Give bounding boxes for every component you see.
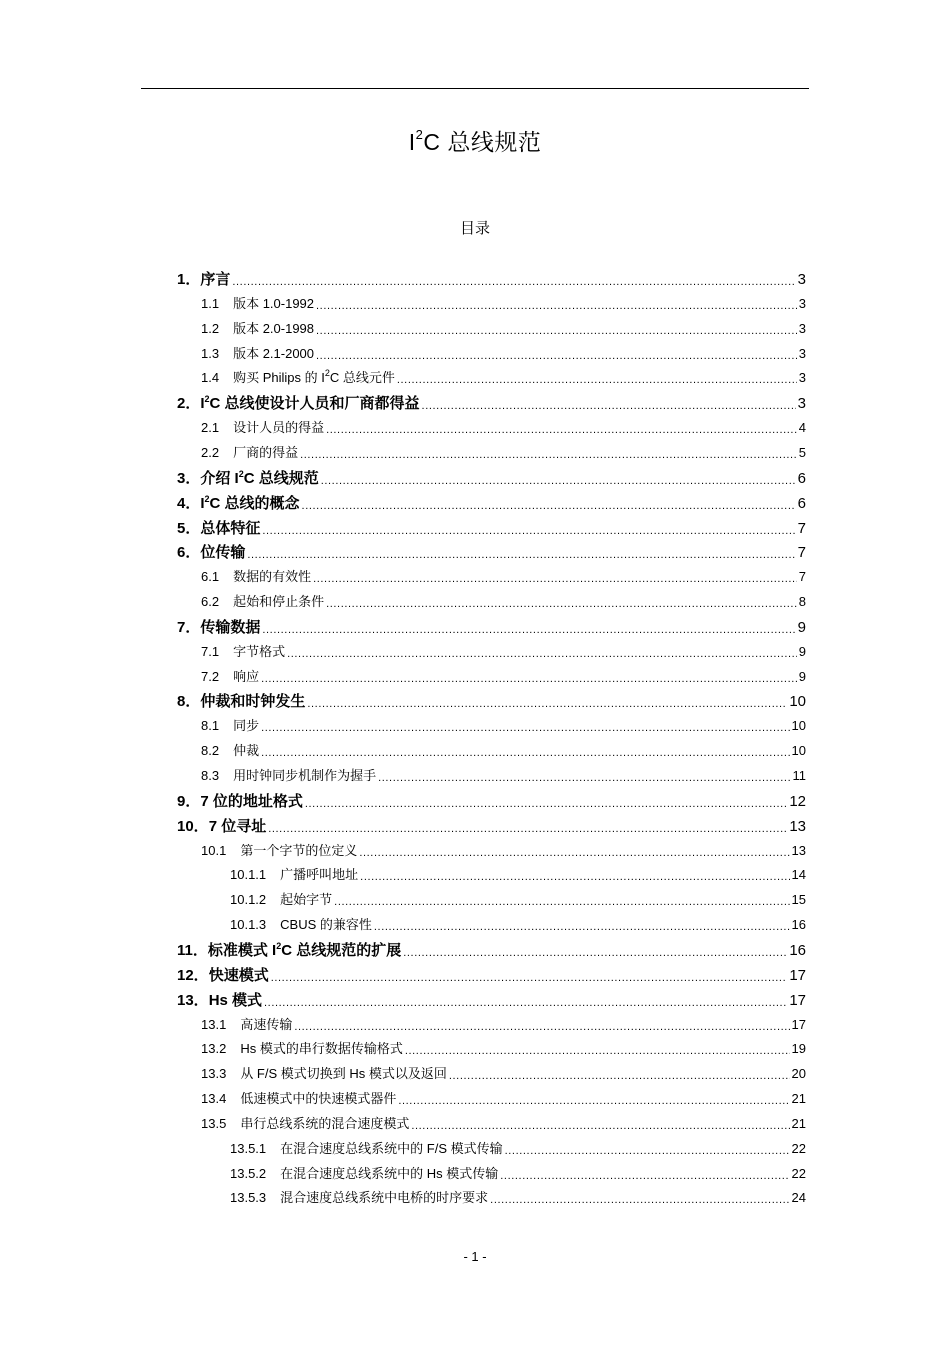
toc-entry-title: 高速传输 [240, 1016, 293, 1032]
toc-entry[interactable] [201, 318, 806, 337]
toc-entry[interactable] [201, 1113, 806, 1132]
toc-entry-title: CBUS 的兼容性 [280, 917, 372, 933]
toc-leader-dots [449, 1070, 790, 1081]
toc-entry-number: 13． [177, 991, 209, 1009]
toc-entry-page: 24 [791, 1190, 806, 1206]
toc-entry-number: 10.1 [201, 842, 227, 858]
toc-entry-page: 17 [789, 991, 806, 1009]
toc-entry-page: 10 [791, 743, 806, 759]
toc-leader-dots [316, 300, 797, 311]
toc-entry[interactable] [201, 1088, 806, 1107]
toc-leader-dots [264, 997, 787, 1008]
toc-entry-number: 13.3 [201, 1066, 227, 1082]
toc-entry-number: 5． [177, 519, 201, 537]
toc-leader-dots [326, 598, 797, 609]
toc-entry[interactable] [230, 1163, 806, 1182]
toc-entry-page: 21 [791, 1091, 806, 1107]
toc-leader-dots [321, 475, 796, 486]
toc-entry-page: 16 [791, 917, 806, 933]
toc-leader-dots [300, 449, 797, 460]
toc-entry-title: 仲裁和时钟发生 [200, 693, 306, 711]
toc-entry-page: 10 [789, 693, 806, 711]
toc-entry-page: 20 [791, 1066, 806, 1082]
toc-entry-number: 2.1 [201, 420, 220, 436]
toc-leader-dots [261, 747, 789, 758]
toc-leader-dots [378, 772, 790, 783]
toc-entry[interactable] [201, 715, 806, 734]
toc-entry-title: 混合速度总线系统中电桥的时序要求 [280, 1190, 489, 1206]
toc-entry-title: 序言 [200, 271, 231, 288]
toc-entry-page: 13 [791, 842, 806, 858]
toc-entry-title: 串行总线系统的混合速度模式 [240, 1115, 410, 1131]
toc-leader-dots [262, 624, 795, 635]
toc-entry-number: 10.1.3 [230, 917, 267, 933]
toc-entry[interactable] [201, 343, 806, 362]
toc-entry-number: 4． [177, 494, 201, 512]
toc-entry-title: 数据的有效性 [233, 569, 312, 585]
toc-entry-title: 第一个字节的位定义 [240, 842, 358, 858]
toc-entry[interactable] [177, 517, 806, 538]
toc-entry-title: $I^2C$ 总线使设计人员和厂商都得益 [200, 394, 420, 413]
toc-entry-title: 厂商的得益 [233, 444, 299, 460]
toc-entry-number: 13.4 [201, 1091, 227, 1107]
toc-leader-dots [261, 722, 789, 733]
toc-leader-dots [232, 276, 795, 287]
toc-entry[interactable] [177, 964, 806, 985]
toc-leader-dots [271, 972, 788, 983]
toc-entry-title: 仲裁 [233, 743, 260, 759]
toc-entry[interactable] [177, 790, 806, 811]
toc-entry[interactable] [177, 268, 806, 289]
toc-leader-dots [422, 400, 796, 411]
toc-entry-number: 7.2 [201, 668, 220, 684]
toc-entry-title: 版本 2.1-2000 [233, 345, 315, 361]
toc-entry-number: 8.3 [201, 768, 220, 783]
toc-entry[interactable] [230, 889, 806, 908]
toc-leader-dots [405, 1045, 790, 1056]
toc-entry-page: 17 [791, 1016, 806, 1032]
toc-entry-number: 10.1.2 [230, 892, 267, 908]
toc-leader-dots [374, 921, 790, 932]
toc-entry-title: 传输数据 [200, 618, 261, 636]
toc-entry-number: 2.2 [201, 444, 220, 460]
header-rule [141, 88, 809, 89]
toc-entry-title: 起始字节 [280, 892, 333, 908]
toc-entry-number: 10.1.1 [230, 867, 267, 883]
toc-entry[interactable] [230, 914, 806, 933]
toc-entry-number: 6.2 [201, 594, 220, 610]
toc-leader-dots [261, 673, 797, 684]
toc-entry-page: 3 [797, 271, 806, 288]
toc-entry[interactable] [201, 765, 806, 784]
toc-entry-title: $I^2C$ 总线的概念 [200, 493, 300, 512]
toc-entry[interactable] [201, 1063, 806, 1082]
toc-entry[interactable] [201, 740, 806, 759]
toc-entry-page: 17 [789, 966, 806, 984]
toc-entry-title: 字节格式 [233, 643, 286, 659]
toc-entry-title: Hs 模式的串行数据传输格式 [240, 1041, 403, 1057]
toc-entry-number: 2． [177, 395, 201, 413]
toc-leader-dots [411, 1120, 789, 1131]
toc-leader-dots [359, 847, 789, 858]
toc-entry-page: 7 [797, 544, 806, 562]
document-title [0, 124, 950, 157]
toc-leader-dots [307, 698, 787, 709]
toc-entry-page: 3 [797, 395, 806, 413]
toc-entry[interactable] [177, 815, 806, 836]
toc-entry-page: 5 [798, 444, 806, 460]
toc-entry[interactable] [201, 591, 806, 610]
toc-leader-dots [490, 1194, 789, 1205]
toc-entry[interactable] [177, 467, 806, 488]
toc-leader-dots [294, 1021, 789, 1032]
toc-leader-dots [398, 1095, 789, 1106]
toc-leader-dots [287, 648, 797, 659]
toc-entry-number: 1． [177, 271, 201, 288]
toc-entry-number: 13.5.2 [230, 1165, 267, 1181]
toc-entry-page: 11 [792, 768, 806, 783]
toc-entry-number: 12． [177, 966, 209, 984]
toc-leader-dots [397, 374, 797, 385]
toc-entry[interactable] [177, 989, 806, 1010]
toc-leader-dots [403, 947, 787, 958]
toc-entry[interactable] [177, 616, 806, 637]
toc-leader-dots [505, 1145, 790, 1156]
title-suffix: C 总线规范 [423, 129, 542, 155]
toc-entry-number: 8.2 [201, 743, 220, 759]
toc-leader-dots [316, 325, 797, 336]
toc-entry-number: 1.1 [201, 295, 220, 311]
toc-entry-page: 14 [791, 867, 806, 883]
toc-entry[interactable] [177, 690, 806, 711]
toc-entry[interactable] [201, 367, 806, 386]
toc-entry[interactable] [230, 1187, 806, 1206]
toc-entry[interactable] [201, 666, 806, 685]
toc-entry-number: 9． [177, 792, 201, 810]
toc-entry-number: 7． [177, 618, 201, 636]
toc-leader-dots [247, 549, 795, 560]
toc-entry-number: 6.1 [201, 569, 220, 585]
toc-entry-page: 21 [791, 1115, 806, 1131]
toc-entry-page: 12 [789, 792, 806, 810]
toc-entry-number: 7.1 [201, 643, 220, 659]
toc-entry-title: 设计人员的得益 [233, 420, 325, 436]
toc-entry-title: 在混合速度总线系统中的 Hs 模式传输 [280, 1165, 499, 1181]
toc-entry[interactable] [230, 1138, 806, 1157]
toc-entry-page: 19 [791, 1041, 806, 1057]
toc-entry-page: 15 [791, 892, 806, 908]
toc-entry[interactable] [201, 442, 806, 461]
toc-leader-dots [360, 871, 789, 882]
toc-entry-title: 总体特征 [200, 519, 261, 537]
toc-entry-number: 13.5 [201, 1115, 227, 1131]
toc-entry-number: 1.2 [201, 320, 220, 336]
toc-entry-title: 7 位的地址格式 [200, 792, 303, 810]
toc-entry-page: 6 [797, 494, 806, 512]
toc-entry[interactable] [201, 417, 806, 436]
toc-entry[interactable] [177, 541, 806, 562]
toc-entry-page: 9 [798, 643, 806, 659]
toc-leader-dots [302, 500, 796, 511]
toc-entry-title: 广播呼叫地址 [280, 867, 359, 883]
toc-entry-title: Hs 模式 [208, 991, 263, 1009]
title-superscript: 2 [415, 127, 424, 143]
toc-entry-title: 7 位寻址 [208, 817, 267, 835]
toc-entry-page: 3 [798, 345, 806, 361]
toc-leader-dots [326, 424, 797, 435]
toc-entry-number: 13.5.3 [230, 1190, 267, 1206]
toc-entry-page: 7 [797, 519, 806, 537]
toc-entry[interactable] [177, 492, 806, 513]
toc-entry-title: 购买 Philips 的 $I^2C$ 总线元件 [233, 368, 395, 386]
toc-entry-number: 1.3 [201, 345, 220, 361]
toc-entry-number: 6． [177, 544, 201, 562]
page-number-footer: - 1 - [463, 1249, 487, 1264]
title-prefix: I [408, 129, 416, 155]
toc-entry[interactable] [201, 566, 806, 585]
toc-entry-page: 9 [798, 668, 806, 684]
toc-entry[interactable] [177, 392, 806, 413]
toc-entry-page: 8 [798, 594, 806, 610]
toc-entry-title: 版本 2.0-1998 [233, 320, 315, 336]
toc-entry-number: 1.4 [201, 370, 220, 386]
toc-leader-dots [334, 896, 789, 907]
toc-entry[interactable] [201, 641, 806, 660]
toc-entry-title: 快速模式 [208, 966, 269, 984]
toc-entry-title: 版本 1.0-1992 [233, 295, 315, 311]
toc-leader-dots [313, 573, 797, 584]
toc-entry-page: 3 [798, 320, 806, 336]
toc-entry-number: 11． [177, 941, 208, 959]
toc-leader-dots [268, 823, 787, 834]
toc-entry-number: 8.1 [201, 718, 220, 734]
toc-entry-page: 4 [798, 420, 806, 436]
toc-leader-dots [305, 798, 787, 809]
toc-entry-number: 8． [177, 693, 201, 711]
toc-entry-title: 从 F/S 模式切换到 Hs 模式以及返回 [240, 1066, 447, 1082]
toc-entry[interactable] [177, 939, 806, 960]
toc-entry-page: 10 [791, 718, 806, 734]
toc-entry-title: 用时钟同步机制作为握手 [233, 768, 377, 783]
toc-entry-number: 13.2 [201, 1041, 227, 1057]
toc-entry-title: 标准模式 $I^2C$ 总线规范的扩展 [207, 940, 402, 959]
toc-entry-title: 同步 [233, 718, 260, 734]
toc-entry-page: 9 [797, 618, 806, 636]
toc-entry-page: 6 [797, 469, 806, 487]
toc-leader-dots [316, 350, 797, 361]
toc-entry-page: 3 [798, 295, 806, 311]
toc-entry[interactable] [201, 1038, 806, 1057]
toc-entry-title: 起始和停止条件 [233, 594, 325, 610]
toc-entry-title: 位传输 [200, 544, 246, 562]
toc-entry-number: 13.1 [201, 1016, 227, 1032]
toc-entry-page: 13 [789, 817, 806, 835]
toc-entry[interactable] [230, 864, 806, 883]
toc-entry-page: 22 [791, 1140, 806, 1156]
toc-entry-number: 10． [177, 817, 209, 835]
toc-entry-number: 13.5.1 [230, 1140, 267, 1156]
toc-entry-page: 22 [791, 1165, 806, 1181]
toc-heading: 目录 [459, 220, 490, 237]
toc-entry-page: 16 [789, 941, 806, 959]
toc-entry[interactable] [201, 1014, 806, 1033]
toc-entry-title: 响应 [233, 668, 260, 684]
toc-entry-number: 3． [177, 469, 201, 487]
toc-entry-title: 低速模式中的快速模式器件 [240, 1091, 397, 1107]
toc-entry-page: 7 [798, 569, 806, 585]
toc-entry[interactable] [201, 293, 806, 312]
toc-entry[interactable] [201, 840, 806, 859]
toc-leader-dots [262, 525, 795, 536]
toc-entry-title: 在混合速度总线系统中的 F/S 模式传输 [280, 1140, 503, 1156]
toc-leader-dots [500, 1170, 789, 1181]
toc-entry-title: 介绍 $I^2C$ 总线规范 [200, 468, 319, 487]
toc-entry-page: 3 [798, 370, 806, 386]
